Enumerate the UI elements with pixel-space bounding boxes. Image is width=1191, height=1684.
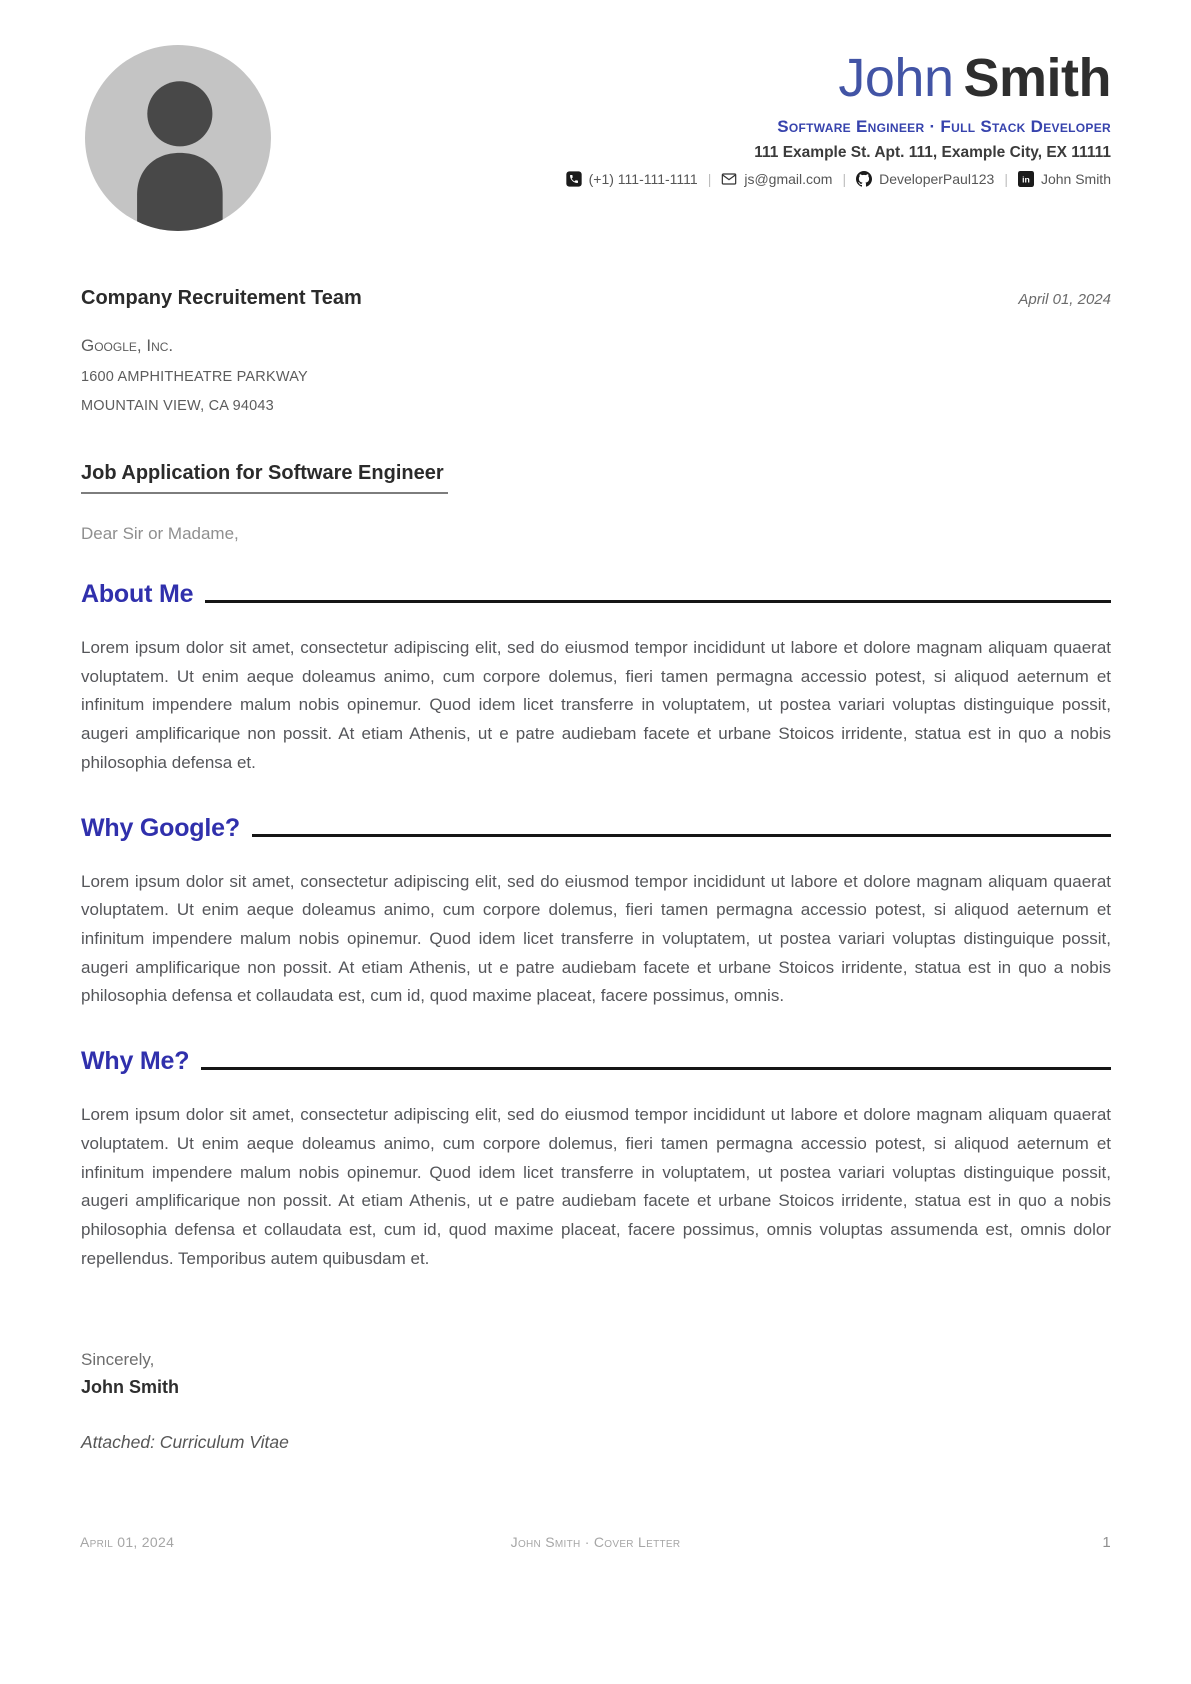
- company-address-line2: MOUNTAIN VIEW, CA 94043: [81, 398, 274, 414]
- home-address: 111 Example St. Apt. 111, Example City, EX 11111: [754, 144, 1111, 161]
- svg-text:in: in: [1022, 174, 1030, 185]
- avatar: [85, 45, 271, 231]
- section-body: Lorem ipsum dolor sit amet, consectetur adipiscing elit, sed do eiusmod tempor incididunt ut labore et dolore magnam aliquam quaerat voluptatem. Ut enim aeque doleamus animo, cum corpore dolemus, fieri tamen permagna accessio potest, si aliquod aeternum et infinitum impendere malum nobis opinemur. Quod idem licet transferre in voluptatem, ut postea variari voluptas distinguique possit, augeri amplificarique non possit. At etiam Athenis, ut e patre audiebam facete et urbane Stoicos irridente, statua est in quo a nobis philosophia defensa et collaudata est, cum id, quod maxime placeat, facere possimus, omnis voluptas assumenda est, omnis dolor repellendus. Temporibus autem quibusdam et.: [81, 1105, 1111, 1268]
- recipient-title: Company Recruitement Team: [81, 287, 362, 309]
- section-why-google: [81, 814, 1111, 1012]
- recipient-block: [81, 287, 1111, 414]
- linkedin-icon: [1018, 171, 1034, 187]
- section-title: Why Me?: [81, 1047, 190, 1076]
- phone-number[interactable]: (+1) 111-111-1111: [588, 171, 698, 187]
- section-title: Why Google?: [81, 813, 240, 842]
- first-name: John: [838, 48, 954, 108]
- section-rule: [252, 834, 1111, 837]
- section-why-me: [81, 1047, 1111, 1273]
- header-identity: [271, 45, 1111, 187]
- contact-phone: [566, 171, 698, 187]
- section-title: About Me: [81, 580, 194, 608]
- footer-date: April 01, 2024: [80, 1534, 175, 1550]
- github-icon: [856, 171, 872, 187]
- footer-page-number: 1: [1102, 1534, 1112, 1551]
- contact-github: [856, 171, 994, 187]
- email-address[interactable]: js@gmail.com: [744, 171, 833, 187]
- separator: |: [1004, 171, 1008, 187]
- letter-date: April 01, 2024: [1018, 291, 1111, 308]
- contact-linkedin: [1018, 171, 1111, 187]
- page-footer: [80, 1534, 1111, 1551]
- section-rule: [205, 600, 1111, 603]
- attachment-note: Attached: Curriculum Vitae: [81, 1431, 289, 1452]
- email-icon: [721, 171, 737, 187]
- section-rule: [201, 1067, 1111, 1070]
- section-body: Lorem ipsum dolor sit amet, consectetur adipiscing elit, sed do eiusmod tempor incididunt ut labore et dolore magnam aliquam quaerat voluptatem. Ut enim aeque doleamus animo, cum corpore dolemus, fieri tamen permagna accessio potest, si aliquod aeternum et infinitum impendere malum nobis opinemur. Quod idem licet transferre in voluptatem, ut postea variari voluptas distinguique possit, augeri amplificarique non possit. At etiam Athenis, ut e patre audiebam facete et urbane Stoicos irridente, statua est in quo a nobis philosophia defensa et.: [81, 638, 1111, 772]
- section-about-me: [81, 580, 1111, 778]
- salutation: Dear Sir or Madame,: [81, 524, 239, 543]
- last-name: Smith: [963, 48, 1111, 108]
- company-address-line1: 1600 AMPHITHEATRE PARKWAY: [81, 369, 308, 385]
- footer-document-title: John Smith · Cover Letter: [510, 1534, 681, 1550]
- contact-email: [721, 171, 832, 187]
- separator: |: [842, 171, 847, 187]
- signature: John Smith: [81, 1376, 179, 1397]
- company-name: Google, Inc.: [81, 336, 174, 355]
- closing: Sincerely,: [81, 1349, 155, 1369]
- person-silhouette-icon: [85, 45, 271, 231]
- linkedin-name[interactable]: John Smith: [1040, 171, 1111, 187]
- github-handle[interactable]: DeveloperPaul123: [879, 171, 995, 187]
- page-title: [271, 48, 1111, 108]
- tagline: Software Engineer · Full Stack Developer: [777, 117, 1111, 136]
- phone-icon: [566, 171, 582, 187]
- header: [81, 45, 1111, 231]
- letter-subject: Job Application for Software Engineer: [81, 462, 448, 494]
- separator: |: [707, 171, 712, 187]
- section-body: Lorem ipsum dolor sit amet, consectetur adipiscing elit, sed do eiusmod tempor incididunt ut labore et dolore magnam aliquam quaerat voluptatem. Ut enim aeque doleamus animo, cum corpore dolemus, fieri tamen permagna accessio potest, si aliquod aeternum et infinitum impendere malum nobis opinemur. Quod idem licet transferre in voluptatem, ut postea variari voluptas distinguique possit, augeri amplificarique non possit. At etiam Athenis, ut e patre audiebam facete et urbane Stoicos irridente, statua est in quo a nobis philosophia defensa et collaudata est, cum id, quod maxime placeat, facere possimus, omnis.: [81, 871, 1111, 1006]
- contact-row: [271, 171, 1111, 187]
